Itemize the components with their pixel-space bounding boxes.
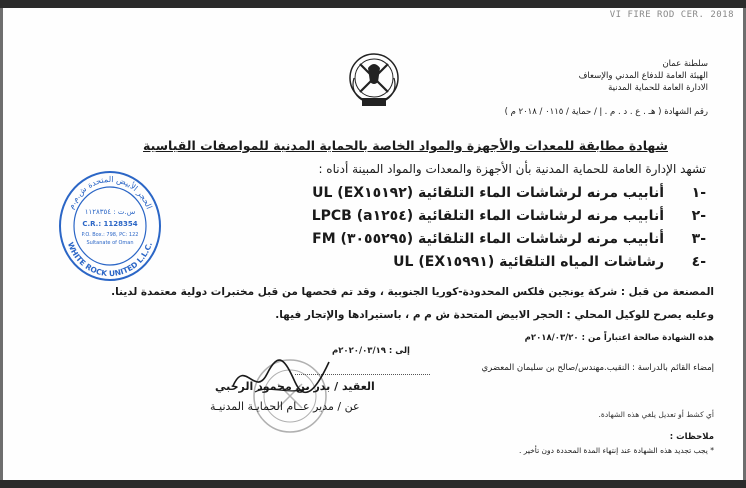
oman-emblem-icon xyxy=(342,48,406,112)
item-text: أنابيب مرنه لرشاشات الماء التلقائية (a١٢٥٤) LPCB xyxy=(311,208,664,224)
certificate-intro: تشهد الإدارة العامة للحماية المدنية بأن الأجهزة والمعدات والمواد المبينة أدناه : xyxy=(318,162,706,176)
corner-reference: VI FIRE ROD CER. 2018 xyxy=(609,10,734,20)
item-text: رشاشات المياه التلقائية (EX١٥٩٩١) UL xyxy=(393,254,664,270)
certificate-number xyxy=(505,107,708,117)
item-text: أنابيب مرنه لرشاشات الماء التلقائية (٣٠٥٥٢٩٥) FM xyxy=(312,231,664,247)
notes-text: * يجب تجديد هذه الشهادة عند إنتهاء المدة المحددة دون تأخير . xyxy=(518,446,714,455)
left-border xyxy=(0,8,3,480)
validity-from xyxy=(314,333,714,343)
certificate-number-value: ( هـ . ع . د . م . إ / حماية / ٠١١٥ / ٢٠١٨ م ) xyxy=(504,107,662,117)
list-item xyxy=(186,251,706,274)
local-agent-line: وعليه يصرح للوكيل المحلي : الحجر الابيض المتحدة ش م م ، باستيرادها والإتجار فيها. xyxy=(275,309,714,321)
issuing-authority xyxy=(448,58,708,94)
item-number: -١ xyxy=(691,185,706,201)
stamp-registration: س.ت : ١١٢٨٣٥٤ xyxy=(84,208,136,216)
list-item xyxy=(186,228,706,251)
certificate-title: شهادة مطابقة للمعدات والأجهزة والمواد الخاصة بالحماية المدنية للمواصفات القياسية xyxy=(143,138,668,153)
item-number: -٤ xyxy=(691,254,706,270)
authority-line: سلطنة عمان xyxy=(662,59,708,69)
notes-heading: ملاحظات : xyxy=(669,432,714,442)
stamp-english-name: WHITE ROCK UNITED L.L.C. xyxy=(65,240,155,279)
signatory-name: العقيد / بدر بن محمود الرحبي xyxy=(215,380,375,393)
manufacturer-line: المصنعة من قبل : شركة يونجين فلكس المحدودة-كوريا الجنوبية ، وقد تم فحصها من قبل مختبرات دولية معتمدة لدينا. xyxy=(111,286,714,298)
stamp-po-box: P.O. Box.: 798, PC: 122 xyxy=(81,232,139,238)
item-text: أنابيب مرنه لرشاشات الماء التلقائية (EX١٥١٩٢) UL xyxy=(312,185,664,201)
authority-line: الهيئة العامة للدفاع المدني والإسعاف xyxy=(578,71,708,81)
certificate-number-label: رقم الشهادة xyxy=(664,107,708,117)
stamp-arabic-name: الحجر الأبيض المتحدة ش.م.م xyxy=(66,174,154,211)
stamp-country: Sultanate of Oman xyxy=(86,240,134,246)
list-item xyxy=(186,205,706,228)
stamp-cr: C.R.: 1128354 xyxy=(82,220,138,228)
validity-to: إلى : ٢٠٢٠/٠٣/١٩م xyxy=(332,346,410,356)
tamper-footnote: أي كشط أو تعديل يلغي هذه الشهادة. xyxy=(598,410,714,419)
signatory-title: عن / مدير عــام الحمايـة المدنيـة xyxy=(210,400,360,413)
handwritten-signature xyxy=(225,348,335,408)
authority-line: الادارة العامة للحماية المدنية xyxy=(608,83,708,93)
item-list xyxy=(186,182,706,274)
reviewer-signature-line: إمضاء القائم بالدراسة : النقيب.مهندس/صالح بن سليمان المعضري xyxy=(481,363,714,373)
item-number: -٣ xyxy=(691,231,706,247)
item-number: -٢ xyxy=(691,208,706,224)
list-item xyxy=(186,182,706,205)
validity-from-text: هذه الشهادة صالحة اعتباراً من : ٢٠١٨/٠٣/٢٠م xyxy=(524,333,714,343)
company-stamp xyxy=(56,168,164,284)
